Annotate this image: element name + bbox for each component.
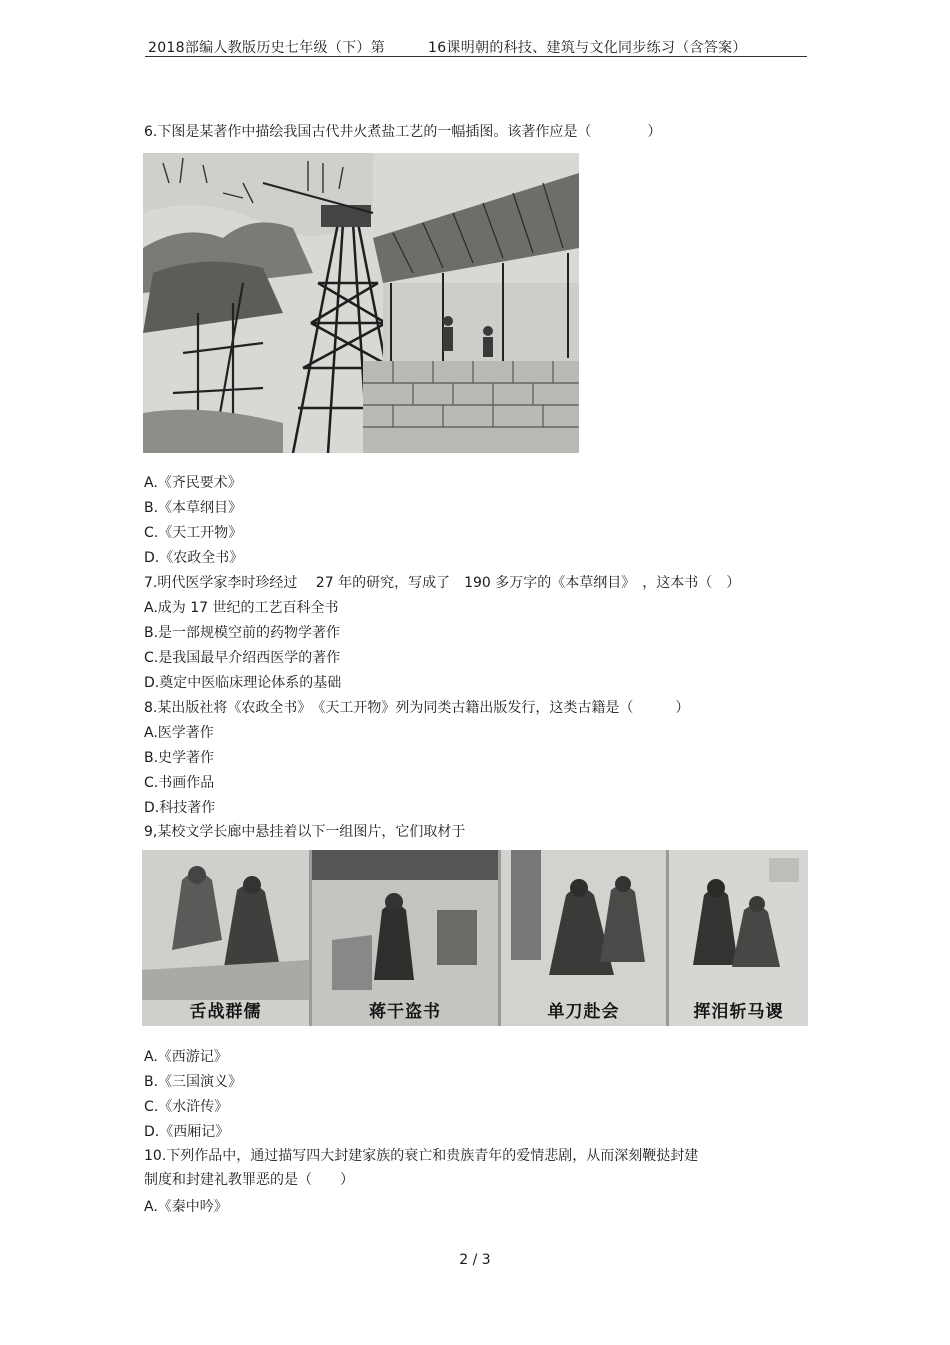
three-kingdoms-pictures — [142, 850, 808, 1026]
q6-stem: 6.下图是某著作中描绘我国古代井火煮盐工艺的一幅插图。该著作应是（ ） — [144, 124, 662, 140]
header-left: 2018部编人教版历史七年级（下）第 — [148, 40, 386, 56]
q8-stem: 8.某出版社将《农政全书》 《天工开物》列为同类古籍出版发行，这类古籍是（ ） — [144, 700, 690, 716]
panel-4-drawing — [669, 850, 808, 1000]
page-number: 2 / 3 — [459, 1252, 491, 1268]
caption-3: 单刀赴会 — [547, 1002, 620, 1022]
q8-option-d: D.科技著作 — [144, 800, 216, 816]
caption-4: 挥泪斩马谡 — [693, 1002, 784, 1022]
salt-well-drawing — [143, 153, 579, 453]
panel-2-drawing — [312, 850, 498, 1000]
q10-option-a: A.《秦中吟》 — [144, 1199, 228, 1215]
q7-option-b: B.是一部规模空前的药物学著作 — [144, 625, 341, 641]
q7-option-c: C.是我国最早介绍西医学的著作 — [144, 650, 341, 666]
panel-1-drawing — [142, 850, 309, 1000]
picture-panel-1 — [142, 850, 309, 1026]
q6-option-c: C.《天工开物》 — [144, 525, 243, 541]
q8-option-b: B.史学著作 — [144, 750, 215, 766]
q9-stem: 9,某校文学长廊中悬挂着以下一组图片，它们取材于 — [144, 824, 466, 840]
q8-option-a: A.医学著作 — [144, 725, 214, 741]
picture-panel-3 — [501, 850, 666, 1026]
q7-option-a: A.成为 17 世纪的工艺百科全书 — [144, 600, 339, 616]
picture-panel-4 — [669, 850, 808, 1026]
q9-option-c: C.《水浒传》 — [144, 1099, 229, 1115]
q6-option-b: B.《本草纲目》 — [144, 500, 243, 516]
q8-option-c: C.书画作品 — [144, 775, 215, 791]
salt-well-illustration — [143, 153, 579, 453]
q10-stem-line1: 10.下列作品中，通过描写四大封建家族的衰亡和贵族青年的爱情悲剧，从而深刻鞭挞封建 — [144, 1148, 699, 1164]
panel-3-drawing — [501, 850, 666, 1000]
page-header — [145, 36, 807, 57]
q6-option-a: A.《齐民要术》 — [144, 475, 242, 491]
q9-option-d: D.《西厢记》 — [144, 1124, 230, 1140]
picture-panel-2 — [312, 850, 498, 1026]
caption-2: 蒋干盗书 — [369, 1002, 441, 1022]
q7-option-d: D.奠定中医临床理论体系的基础 — [144, 675, 342, 691]
q9-option-b: B.《三国演义》 — [144, 1074, 243, 1090]
q9-option-a: A.《西游记》 — [144, 1049, 228, 1065]
q10-stem-line2: 制度和封建礼教罪恶的是（ ） — [144, 1172, 354, 1188]
q7-stem: 7.明代医学家李时珍经过 27 年的研究，写成了 190 多万字的《本草纲目》 ，这本书（ ） — [144, 575, 741, 591]
q6-option-d: D.《农政全书》 — [144, 550, 244, 566]
caption-1: 舌战群儒 — [189, 1002, 262, 1022]
header-right: 16课明朝的科技、建筑与文化同步练习（含答案） — [428, 40, 747, 56]
